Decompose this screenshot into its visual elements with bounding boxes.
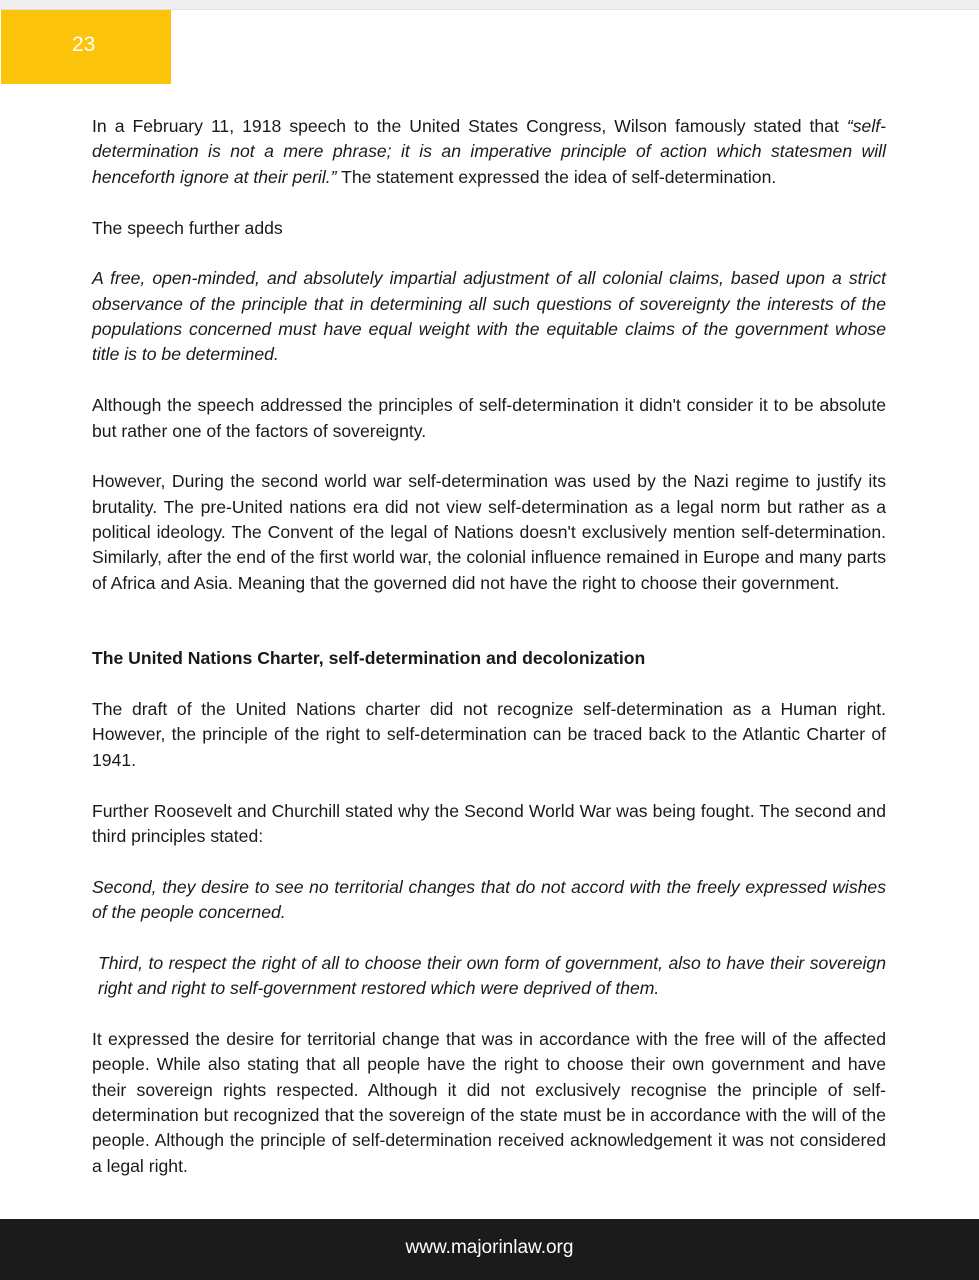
wilson-quote: “self-determination is not a mere phrase; it is an imperative principle of action which statesmen will henceforth ignore at their peril.” — [92, 116, 886, 187]
paragraph-un-charter-draft: The draft of the United Nations charter did not recognize self-determination as a Human right. However, the principle of the right to self-determination can be traced back to the Atlantic Charter of 1941. — [92, 698, 886, 770]
document-body — [92, 114, 886, 1205]
section-heading: The United Nations Charter, self-determination and decolonization — [92, 648, 646, 669]
paragraph-text: The statement expressed the idea of self-determination. — [336, 166, 777, 187]
paragraph-second-world-war: However, During the second world war self-determination was used by the Nazi regime to justify its brutality. The pre-United nations era did not view self-determination as a legal norm but rather as a political ideology. The Convent of the legal of Nations doesn't exclusively mention self-determination. Similarly, after the end of the first world war, the colonial influence remained in Europe and many parts of Africa and Asia. Meaning that the governed did not have the right to choose their government. — [92, 471, 886, 593]
paragraph-wilson-speech — [92, 114, 886, 190]
paragraph-text: In a February 11, 1918 speech to the United States Congress, Wilson famously stated that — [92, 116, 847, 136]
footer-website-url: www.majorinlaw.org — [405, 1237, 574, 1258]
footer-bar — [0, 1219, 979, 1280]
paragraph-territorial-change: It expressed the desire for territorial change that was in accordance with the free will of the affected people. While also stating that all people have the right to choose their own government and have their sovereign rights respected. Although it did not exclusively recognise the principle of self-determination but recognized that the sovereign of the state must be in accordance with the will of the people. Although the principle of self-determination received acknowledgement it was not considered a legal right. — [92, 1028, 886, 1176]
paragraph-roosevelt-churchill: Further Roosevelt and Churchill stated why the Second World War was being fought. The second and third principles stated: — [92, 800, 886, 846]
quote-third-principle: Third, to respect the right of all to choose their own form of government, also to have their sovereign right and right to self-government restored which were deprived of them. — [98, 952, 886, 999]
top-border — [0, 0, 979, 10]
quote-second-principle: Second, they desire to see no territorial changes that do not accord with the freely expressed wishes of the people concerned. — [92, 876, 886, 923]
quote-colonial-claims: A free, open-minded, and absolutely impartial adjustment of all colonial claims, based upon a strict observance of the principle that in determining all such questions of sovereignty the interests of the populations concerned must have equal weight with the equitable claims of the government whose title is to be determined. — [92, 268, 886, 365]
paragraph-absolute-sovereignty: Although the speech addressed the principles of self-determination it didn't consider it to be absolute but rather one of the factors of sovereignty. — [92, 395, 886, 441]
page-number: 23 — [72, 33, 96, 56]
paragraph-speech-adds: The speech further adds — [92, 217, 283, 238]
